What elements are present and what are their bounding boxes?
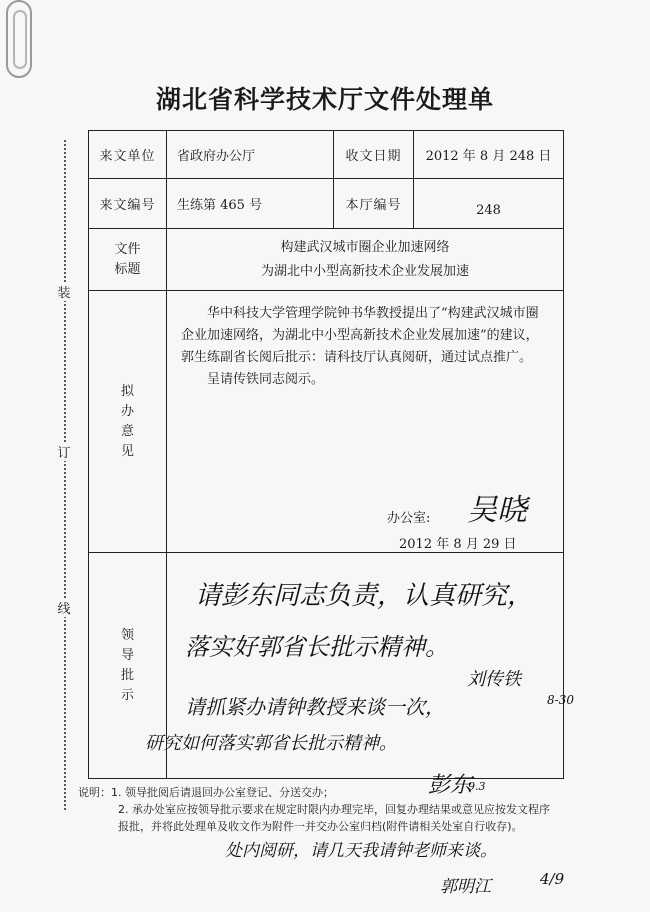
note-line-1: 说明：1. 领导批阅后请退回办公室登记、分送交办； [78,786,334,799]
subject-label-line-1: 文件 [114,241,141,257]
handwriting-line-3: 请抓紧办请钟教授来谈一次， [185,695,445,719]
note-line-3: 报批，并将此处理单及收文作为附件一并交办公室归档(附件请相关处室自行收存)。 [118,820,523,833]
subject-label [89,229,167,291]
opinion-label-char: 见 [120,443,134,459]
office-signature: 吴晓 [467,493,527,528]
doc-number-value: 生练第 465 号 [167,179,334,229]
binding-char-zhuang: 装 [54,282,74,301]
footer-handwriting-line: 处内阅研，请几天我请钟老师来谈。 [225,841,497,861]
footer-signature: 郭明江 [440,877,491,897]
opinion-paragraph-2: 呈请传铁同志阅示。 [207,372,325,387]
opinion-content [167,291,564,553]
signature-peng-date: 9.3 [468,780,486,793]
instruction-label-char: 示 [120,687,134,703]
signature-liu-date: 8-30 [547,693,574,707]
binding-char-ding: 订 [54,442,74,461]
signature-liu: 刘传铁 [467,669,521,690]
handwriting-line-1: 请彭东同志负责，认真研究， [195,581,534,611]
notes [78,784,578,835]
office-date: 2012 年 8 月 29 日 [399,537,517,552]
doc-number-label: 来文编号 [89,179,167,229]
subject-line-2: 为湖北中小型高新技术企业发展加速 [260,263,469,279]
handwriting-line-4: 研究如何落实郭省长批示精神。 [145,733,397,754]
source-unit-value: 省政府办公厅 [167,131,334,179]
opinion-label-char: 意 [120,423,134,439]
opinion-text [167,291,563,391]
dept-number-value: 248 [414,179,564,229]
instruction-label-char: 批 [120,667,134,683]
source-unit-label: 来文单位 [89,131,167,179]
handwriting-line-2: 落实好郭省长批示精神。 [185,633,449,661]
instruction-content [145,553,574,779]
received-date-value: 2012 年 8 月 248 日 [414,131,564,179]
note-line-2: 2. 承办处室应按领导批示要求在规定时限内办理完毕，回复办理结果或意见应按发文程序 [118,803,550,816]
opinion-label-char: 拟 [120,383,134,399]
opinion-label-char: 办 [120,403,134,419]
opinion-paragraph-1: 华中科技大学管理学院钟书华教授提出了“构建武汉城市圈企业加速网络，为湖北中小型高新技术企业发展加速”的建议，郭生练副省长阅后批示：请科技厅认真阅研，通过试点推广。 [181,306,539,365]
received-date-label: 收文日期 [334,131,414,179]
office-label: 办公室: [387,511,431,526]
instruction-label-char: 领 [120,627,134,643]
instruction-label-char: 导 [120,647,134,663]
processing-form-table [88,130,574,779]
dept-number-label: 本厅编号 [334,179,414,229]
form-title: 湖北省科学技术厅文件处理单 [155,85,494,114]
signature-peng: 彭东 [428,773,473,798]
binding-line [64,140,66,810]
footer-date: 4/9 [540,870,565,888]
binding-char-xian: 线 [54,598,74,617]
subject-line-1: 构建武汉城市圈企业加速网络 [280,239,450,255]
opinion-label [89,291,167,553]
subject-label-line-2: 标题 [114,261,141,277]
subject-value [167,229,564,291]
paper-clip [6,0,32,78]
